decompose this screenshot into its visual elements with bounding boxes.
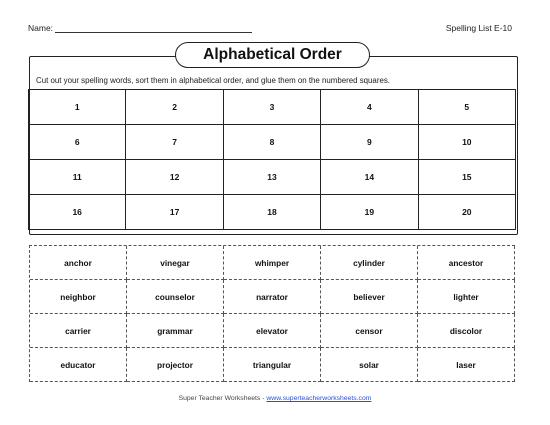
numbered-square: 1 bbox=[29, 90, 126, 125]
word-card[interactable]: lighter bbox=[418, 280, 515, 314]
numbered-square: 4 bbox=[321, 90, 418, 125]
worksheet-header bbox=[28, 23, 512, 37]
footer-link[interactable]: www.superteacherworksheets.com bbox=[266, 395, 372, 402]
cut-out-words-grid bbox=[29, 245, 515, 382]
word-card[interactable]: narrator bbox=[224, 280, 321, 314]
numbered-square: 3 bbox=[224, 90, 321, 125]
word-card[interactable]: neighbor bbox=[30, 280, 127, 314]
numbered-square: 19 bbox=[321, 195, 418, 230]
word-card[interactable]: believer bbox=[321, 280, 418, 314]
numbered-square: 6 bbox=[29, 125, 126, 160]
word-card[interactable]: grammar bbox=[127, 314, 224, 348]
numbered-square: 18 bbox=[224, 195, 321, 230]
numbered-squares-grid bbox=[28, 89, 516, 230]
word-card[interactable]: triangular bbox=[224, 348, 321, 382]
numbered-square: 8 bbox=[224, 125, 321, 160]
word-card[interactable]: censor bbox=[321, 314, 418, 348]
numbered-square: 7 bbox=[126, 125, 223, 160]
word-card[interactable]: educator bbox=[30, 348, 127, 382]
numbered-square: 11 bbox=[29, 160, 126, 195]
footer bbox=[0, 395, 550, 402]
word-card[interactable]: whimper bbox=[224, 246, 321, 280]
numbered-square: 9 bbox=[321, 125, 418, 160]
word-card[interactable]: projector bbox=[127, 348, 224, 382]
instructions-text: Cut out your spelling words, sort them in alphabetical order, and glue them on the numbered squares. bbox=[36, 76, 390, 85]
numbered-square: 10 bbox=[419, 125, 516, 160]
spelling-list-label: Spelling List E-10 bbox=[445, 23, 512, 33]
word-card[interactable]: counselor bbox=[127, 280, 224, 314]
numbered-square: 20 bbox=[419, 195, 516, 230]
footer-text: Super Teacher Worksheets - bbox=[178, 395, 267, 402]
name-label: Name: bbox=[28, 23, 54, 33]
word-card[interactable]: elevator bbox=[224, 314, 321, 348]
numbered-square: 16 bbox=[29, 195, 126, 230]
page-title: Alphabetical Order bbox=[175, 42, 370, 68]
word-card[interactable]: laser bbox=[418, 348, 515, 382]
name-line[interactable] bbox=[55, 32, 252, 33]
word-card[interactable]: vinegar bbox=[127, 246, 224, 280]
numbered-square: 15 bbox=[419, 160, 516, 195]
numbered-square: 17 bbox=[126, 195, 223, 230]
word-card[interactable]: ancestor bbox=[418, 246, 515, 280]
numbered-square: 12 bbox=[126, 160, 223, 195]
numbered-square: 13 bbox=[224, 160, 321, 195]
word-card[interactable]: solar bbox=[321, 348, 418, 382]
numbered-square: 14 bbox=[321, 160, 418, 195]
word-card[interactable]: anchor bbox=[30, 246, 127, 280]
word-card[interactable]: discolor bbox=[418, 314, 515, 348]
numbered-square: 2 bbox=[126, 90, 223, 125]
word-card[interactable]: cylinder bbox=[321, 246, 418, 280]
numbered-square: 5 bbox=[419, 90, 516, 125]
word-card[interactable]: carrier bbox=[30, 314, 127, 348]
